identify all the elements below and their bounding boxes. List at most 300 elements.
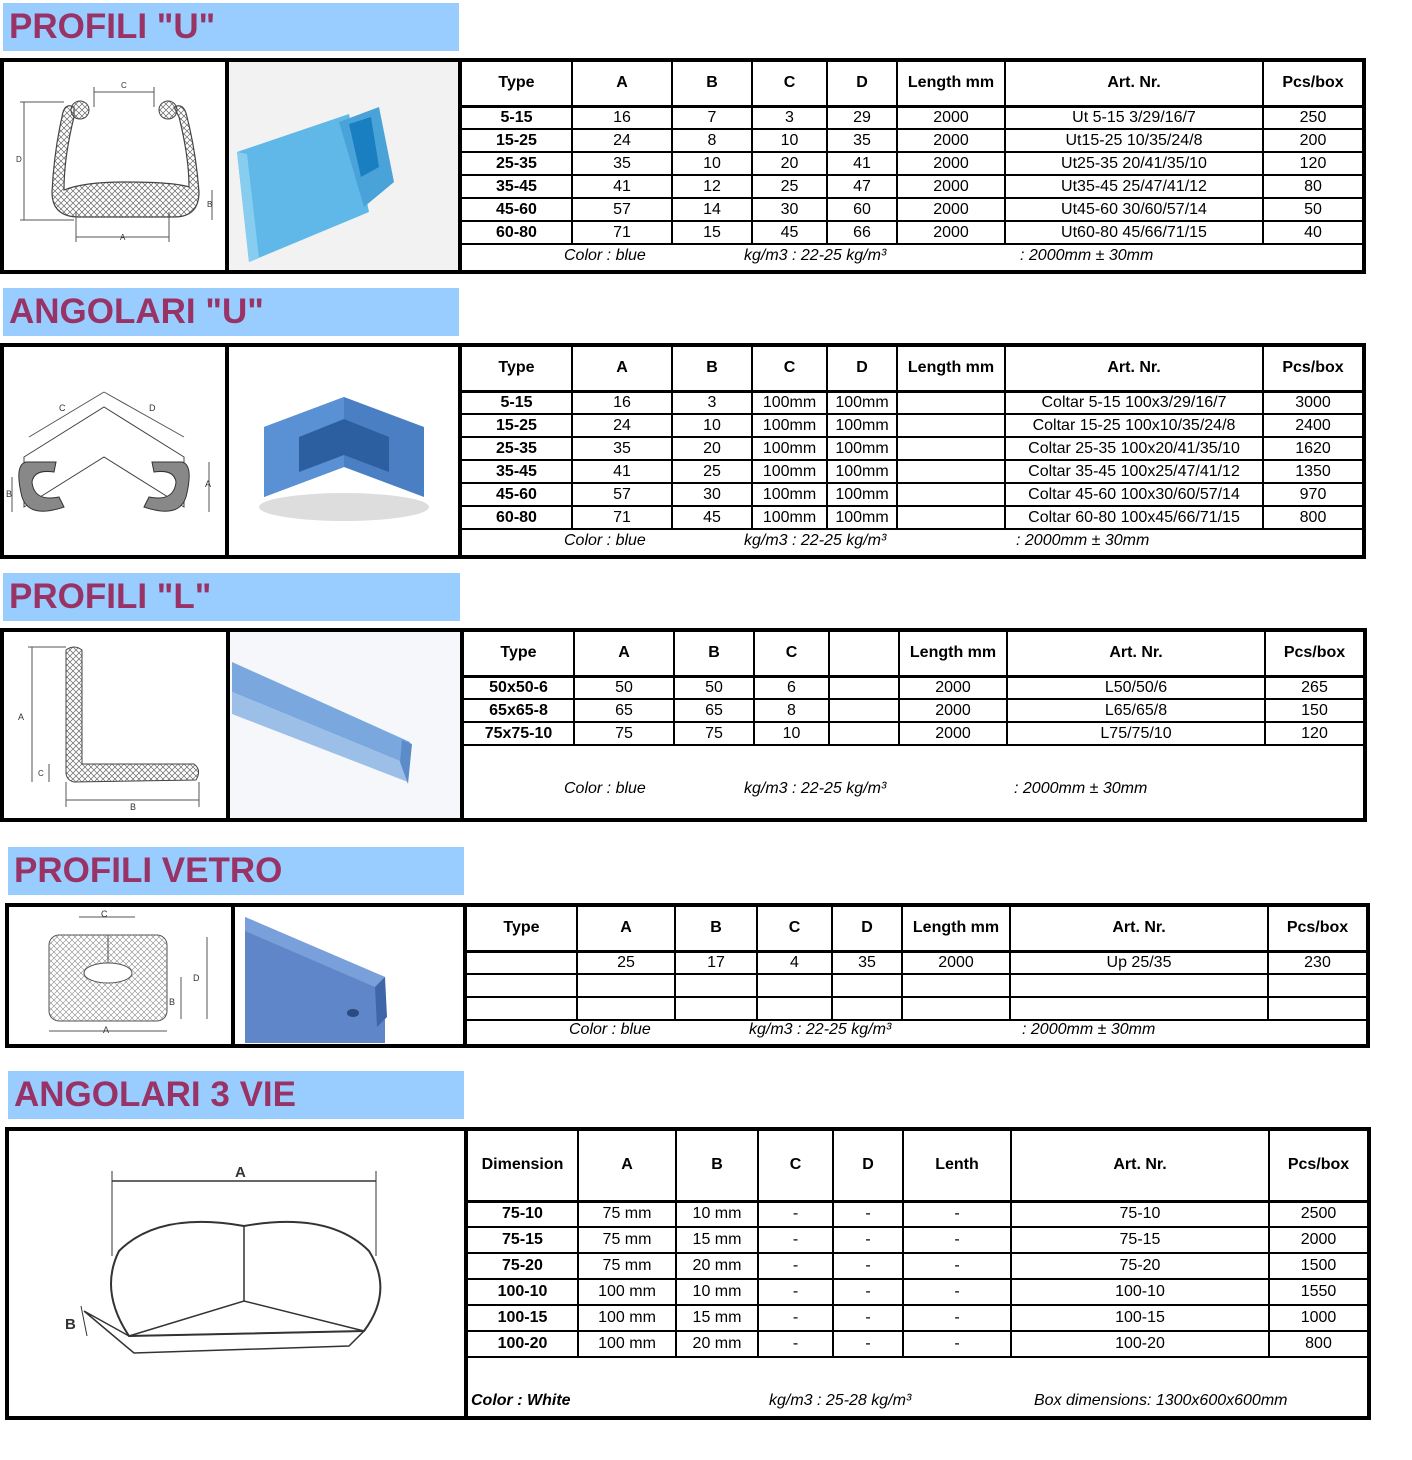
column-header: Art. Nr. — [1005, 347, 1263, 391]
table-cell — [897, 437, 1005, 460]
u-profile-photo — [229, 62, 458, 270]
type-cell: 45-60 — [462, 483, 572, 506]
table-cell: 25 — [577, 951, 675, 974]
table-cell: 800 — [1269, 1331, 1367, 1357]
table-row — [462, 152, 1362, 175]
table-row — [462, 175, 1362, 198]
section-title-profili-vetro: PROFILI VETRO — [8, 847, 464, 895]
diagram-label: B — [6, 489, 13, 499]
diagram-label: B — [65, 1316, 76, 1333]
table-cell: 50 — [1263, 198, 1362, 221]
table-row — [468, 1253, 1367, 1279]
column-header: Pcs/box — [1263, 347, 1362, 391]
spec-grid — [462, 62, 1362, 245]
table-cell — [897, 460, 1005, 483]
table-cell: 2000 — [897, 129, 1005, 152]
table-cell: 100-20 — [1011, 1331, 1269, 1357]
table-cell: 1620 — [1263, 437, 1362, 460]
table-cell: 66 — [827, 221, 897, 244]
table-cell — [897, 414, 1005, 437]
type-cell: 50x50-6 — [464, 676, 574, 699]
column-header: B — [672, 347, 752, 391]
table-row — [462, 129, 1362, 152]
column-header: A — [572, 347, 672, 391]
table-cell: Coltar 25-35 100x20/41/35/10 — [1005, 437, 1263, 460]
density-note: kg/m3 : 25-28 kg/m³ — [769, 1392, 912, 1409]
three-way-corner-diagram — [9, 1131, 464, 1416]
table-cell: 15 mm — [676, 1305, 758, 1331]
diagram-label: B — [207, 200, 213, 209]
table-cell: 100mm — [827, 506, 897, 529]
table-cell: 30 — [672, 483, 752, 506]
table-header-row — [464, 632, 1363, 676]
table-cell: 1550 — [1269, 1279, 1367, 1305]
table-cell: 100 mm — [578, 1305, 676, 1331]
product-photo-cell — [229, 347, 462, 555]
table-cell: 25 — [752, 175, 827, 198]
column-header: A — [577, 907, 675, 951]
table-cell: 1350 — [1263, 460, 1362, 483]
table-cell: 2000 — [897, 106, 1005, 129]
type-cell: 35-45 — [462, 460, 572, 483]
table-cell: 200 — [1263, 129, 1362, 152]
column-header: Type — [462, 347, 572, 391]
column-header: Length mm — [902, 907, 1010, 951]
diagram-label: D — [193, 973, 200, 983]
table-cell: Ut25-35 20/41/35/10 — [1005, 152, 1263, 175]
diagram-label: C — [101, 909, 108, 919]
table-cell: 29 — [827, 106, 897, 129]
column-header: Length mm — [899, 632, 1007, 676]
table-row — [467, 951, 1366, 974]
table-row — [467, 997, 1366, 1020]
spec-footer — [4, 533, 1362, 555]
table-cell: 2000 — [899, 676, 1007, 699]
column-header: C — [752, 62, 827, 106]
type-cell: 15-25 — [462, 129, 572, 152]
spec-table-angolari-3-vie — [468, 1131, 1367, 1416]
table-cell: 65 — [574, 699, 674, 722]
table-cell: 1000 — [1269, 1305, 1367, 1331]
table-cell: 24 — [572, 129, 672, 152]
table-cell: 45 — [752, 221, 827, 244]
table-cell: 2500 — [1269, 1201, 1367, 1227]
table-cell: 71 — [572, 506, 672, 529]
table-cell: 40 — [1263, 221, 1362, 244]
length-note: : 2000mm ± 30mm — [1022, 1021, 1156, 1038]
table-cell: Coltar 35-45 100x25/47/41/12 — [1005, 460, 1263, 483]
density-note: kg/m3 : 22-25 kg/m³ — [744, 532, 887, 549]
table-cell: Ut 5-15 3/29/16/7 — [1005, 106, 1263, 129]
table-cell: 16 — [572, 106, 672, 129]
table-cell: 100mm — [752, 391, 827, 414]
diagram-label: A — [18, 712, 25, 722]
spec-footer — [4, 778, 1363, 818]
diagram-cell — [9, 1131, 468, 1416]
table-row — [464, 722, 1363, 745]
u-profile-diagram — [4, 62, 225, 270]
column-header: A — [572, 62, 672, 106]
table-cell: 10 — [672, 414, 752, 437]
table-cell: 2000 — [899, 722, 1007, 745]
type-cell: 25-35 — [462, 437, 572, 460]
table-cell: 8 — [754, 699, 829, 722]
column-header: C — [758, 1131, 833, 1201]
table-row — [462, 437, 1362, 460]
column-header: B — [675, 907, 757, 951]
table-cell: 14 — [672, 198, 752, 221]
table-cell: 10 mm — [676, 1201, 758, 1227]
spec-footer — [9, 1394, 1367, 1416]
corner-u-photo — [229, 347, 458, 555]
table-cell: - — [758, 1253, 833, 1279]
table-cell: 17 — [675, 951, 757, 974]
table-cell — [1268, 974, 1366, 997]
table-cell — [675, 997, 757, 1020]
table-cell: - — [903, 1227, 1011, 1253]
table-cell — [902, 997, 1010, 1020]
table-cell: 8 — [672, 129, 752, 152]
table-cell: 20 — [672, 437, 752, 460]
section-angolari-3-vie — [5, 1127, 1371, 1420]
table-cell — [757, 974, 832, 997]
diagram-label: D — [149, 403, 156, 413]
table-cell: 10 — [672, 152, 752, 175]
table-cell — [1010, 974, 1268, 997]
table-cell: 265 — [1265, 676, 1363, 699]
table-cell: L75/75/10 — [1007, 722, 1265, 745]
type-cell: 100-20 — [468, 1331, 578, 1357]
table-row — [462, 460, 1362, 483]
table-cell: 3000 — [1263, 391, 1362, 414]
diagram-label: D — [16, 155, 22, 164]
table-cell — [829, 699, 899, 722]
type-cell: 75-10 — [468, 1201, 578, 1227]
table-row — [464, 699, 1363, 722]
table-cell — [897, 483, 1005, 506]
table-cell: 50 — [574, 676, 674, 699]
table-cell: 80 — [1263, 175, 1362, 198]
table-cell: 100mm — [827, 460, 897, 483]
table-cell: 100mm — [827, 437, 897, 460]
column-header: B — [676, 1131, 758, 1201]
column-header: Art. Nr. — [1005, 62, 1263, 106]
type-cell: 60-80 — [462, 506, 572, 529]
table-cell: 10 — [752, 129, 827, 152]
diagram-label: A — [120, 233, 126, 242]
table-cell: Ut35-45 25/47/41/12 — [1005, 175, 1263, 198]
type-cell — [467, 974, 577, 997]
type-cell: 75-15 — [468, 1227, 578, 1253]
table-cell: Ut60-80 45/66/71/15 — [1005, 221, 1263, 244]
type-cell: 5-15 — [462, 391, 572, 414]
table-cell: 60 — [827, 198, 897, 221]
table-header-row — [468, 1131, 1367, 1201]
table-cell: Ut45-60 30/60/57/14 — [1005, 198, 1263, 221]
table-cell: 2000 — [1269, 1227, 1367, 1253]
table-cell: 100 mm — [578, 1279, 676, 1305]
table-cell: 120 — [1263, 152, 1362, 175]
color-note: Color : blue — [569, 1021, 651, 1038]
section-profili-l — [0, 628, 1367, 822]
table-cell: - — [758, 1331, 833, 1357]
spec-table-profili-u — [462, 62, 1362, 270]
table-cell: Up 25/35 — [1010, 951, 1268, 974]
color-note: Color : White — [471, 1392, 571, 1409]
column-header: A — [574, 632, 674, 676]
type-cell: 100-10 — [468, 1279, 578, 1305]
table-cell: 1500 — [1269, 1253, 1367, 1279]
table-cell — [675, 974, 757, 997]
table-cell: 75 mm — [578, 1201, 676, 1227]
density-note: kg/m3 : 22-25 kg/m³ — [744, 780, 887, 797]
density-note: kg/m3 : 22-25 kg/m³ — [749, 1021, 892, 1038]
table-cell: 75 mm — [578, 1253, 676, 1279]
table-cell: 12 — [672, 175, 752, 198]
section-profili-vetro — [5, 903, 1370, 1048]
table-cell: Coltar 60-80 100x45/66/71/15 — [1005, 506, 1263, 529]
table-cell: 41 — [827, 152, 897, 175]
table-cell: 65 — [674, 699, 754, 722]
type-cell — [467, 951, 577, 974]
column-header: D — [833, 1131, 903, 1201]
table-cell: - — [758, 1305, 833, 1331]
table-cell — [1010, 997, 1268, 1020]
type-cell: 100-15 — [468, 1305, 578, 1331]
spec-table-angolari-u — [462, 347, 1362, 555]
table-cell: 7 — [672, 106, 752, 129]
table-cell: 100mm — [827, 483, 897, 506]
table-cell: - — [833, 1331, 903, 1357]
column-header: A — [578, 1131, 676, 1201]
table-cell: 57 — [572, 198, 672, 221]
column-header: Art. Nr. — [1010, 907, 1268, 951]
table-row — [464, 676, 1363, 699]
type-cell: 60-80 — [462, 221, 572, 244]
length-note: Box dimensions: 1300x600x600mm — [1034, 1392, 1288, 1409]
column-header: Length mm — [897, 62, 1005, 106]
diagram-label: A — [103, 1025, 110, 1035]
table-cell: 75 — [674, 722, 754, 745]
type-cell: 35-45 — [462, 175, 572, 198]
table-cell: 20 mm — [676, 1253, 758, 1279]
table-cell: 50 — [674, 676, 754, 699]
table-cell — [897, 506, 1005, 529]
section-title-profili-u: PROFILI "U" — [3, 3, 459, 51]
table-cell: 57 — [572, 483, 672, 506]
table-cell: 75-10 — [1011, 1201, 1269, 1227]
type-cell: 15-25 — [462, 414, 572, 437]
table-header-row — [462, 347, 1362, 391]
type-cell: 75x75-10 — [464, 722, 574, 745]
spec-grid — [462, 347, 1362, 530]
type-cell: 5-15 — [462, 106, 572, 129]
table-cell: L65/65/8 — [1007, 699, 1265, 722]
table-cell: 100 mm — [578, 1331, 676, 1357]
table-cell: 10 mm — [676, 1279, 758, 1305]
table-cell: - — [903, 1331, 1011, 1357]
diagram-label: C — [121, 81, 127, 90]
table-cell: 100mm — [827, 414, 897, 437]
table-row — [462, 221, 1362, 244]
column-header: Dimension — [468, 1131, 578, 1201]
table-cell: 100mm — [752, 506, 827, 529]
table-cell: 15 — [672, 221, 752, 244]
table-cell: 150 — [1265, 699, 1363, 722]
table-cell: 100mm — [752, 483, 827, 506]
table-cell: 35 — [832, 951, 902, 974]
table-row — [467, 974, 1366, 997]
section-title-angolari-3-vie: ANGOLARI 3 VIE — [8, 1071, 464, 1119]
column-header: B — [672, 62, 752, 106]
table-cell — [577, 974, 675, 997]
column-header: D — [832, 907, 902, 951]
table-cell: 10 — [754, 722, 829, 745]
table-header-row — [462, 62, 1362, 106]
table-row — [468, 1279, 1367, 1305]
table-cell: 230 — [1268, 951, 1366, 974]
type-cell: 45-60 — [462, 198, 572, 221]
column-header: Pcs/box — [1268, 907, 1366, 951]
column-header: B — [674, 632, 754, 676]
table-header-row — [467, 907, 1366, 951]
table-row — [462, 106, 1362, 129]
table-cell: 30 — [752, 198, 827, 221]
length-note: : 2000mm ± 30mm — [1014, 780, 1148, 797]
table-cell — [757, 997, 832, 1020]
table-cell: 3 — [672, 391, 752, 414]
table-cell: 100mm — [752, 437, 827, 460]
diagram-label: B — [169, 997, 176, 1007]
spec-footer — [4, 248, 1362, 270]
table-cell: - — [903, 1279, 1011, 1305]
table-cell: - — [758, 1279, 833, 1305]
table-row — [462, 483, 1362, 506]
diagram-label: A — [205, 479, 212, 489]
column-header: Pcs/box — [1265, 632, 1363, 676]
table-cell: 3 — [752, 106, 827, 129]
table-cell: 45 — [672, 506, 752, 529]
section-profili-u — [0, 58, 1366, 274]
table-cell: 970 — [1263, 483, 1362, 506]
table-cell: 100-15 — [1011, 1305, 1269, 1331]
table-cell: 100-10 — [1011, 1279, 1269, 1305]
table-cell: - — [833, 1253, 903, 1279]
table-cell: 100mm — [752, 414, 827, 437]
density-note: kg/m3 : 22-25 kg/m³ — [744, 247, 887, 264]
section-title-profili-l: PROFILI "L" — [3, 573, 460, 621]
diagram-label: B — [130, 802, 137, 812]
table-cell: 2000 — [897, 221, 1005, 244]
table-row — [468, 1305, 1367, 1331]
table-cell — [832, 974, 902, 997]
table-cell: 800 — [1263, 506, 1362, 529]
table-cell: 25 — [672, 460, 752, 483]
table-cell — [577, 997, 675, 1020]
column-header: C — [757, 907, 832, 951]
table-cell: - — [833, 1279, 903, 1305]
table-cell: 35 — [572, 437, 672, 460]
spec-grid — [464, 632, 1363, 746]
table-cell: - — [833, 1305, 903, 1331]
table-cell: Coltar 45-60 100x30/60/57/14 — [1005, 483, 1263, 506]
table-cell: 100mm — [752, 460, 827, 483]
type-cell: 65x65-8 — [464, 699, 574, 722]
table-cell: 120 — [1265, 722, 1363, 745]
column-header: Art. Nr. — [1011, 1131, 1269, 1201]
table-row — [468, 1201, 1367, 1227]
column-header: Type — [462, 62, 572, 106]
table-cell: - — [903, 1201, 1011, 1227]
column-header: C — [754, 632, 829, 676]
table-cell: 41 — [572, 175, 672, 198]
table-cell: 100mm — [827, 391, 897, 414]
length-note: : 2000mm ± 30mm — [1020, 247, 1154, 264]
column-header: Pcs/box — [1269, 1131, 1367, 1201]
table-cell — [832, 997, 902, 1020]
table-cell: 15 mm — [676, 1227, 758, 1253]
table-cell: Ut15-25 10/35/24/8 — [1005, 129, 1263, 152]
table-cell: 4 — [757, 951, 832, 974]
table-cell: - — [903, 1305, 1011, 1331]
type-cell: 75-20 — [468, 1253, 578, 1279]
table-cell: Coltar 15-25 100x10/35/24/8 — [1005, 414, 1263, 437]
table-cell: 75 — [574, 722, 674, 745]
table-cell: 75-20 — [1011, 1253, 1269, 1279]
table-cell: 2000 — [897, 175, 1005, 198]
spec-grid — [468, 1131, 1367, 1358]
column-header: Lenth — [903, 1131, 1011, 1201]
section-title-angolari-u: ANGOLARI "U" — [3, 288, 459, 336]
table-cell: L50/50/6 — [1007, 676, 1265, 699]
table-cell — [1268, 997, 1366, 1020]
diagram-cell — [4, 62, 229, 270]
section-angolari-u — [0, 343, 1366, 559]
table-row — [462, 391, 1362, 414]
table-cell: - — [903, 1253, 1011, 1279]
column-header: C — [752, 347, 827, 391]
table-cell: 75 mm — [578, 1227, 676, 1253]
column-header: D — [827, 62, 897, 106]
diagram-label: C — [38, 769, 44, 778]
diagram-cell — [4, 347, 229, 555]
table-cell: 2000 — [897, 152, 1005, 175]
diagram-label: C — [59, 403, 66, 413]
column-header: Length mm — [897, 347, 1005, 391]
type-cell — [467, 997, 577, 1020]
column-header: Type — [464, 632, 574, 676]
column-header: Pcs/box — [1263, 62, 1362, 106]
table-cell: 2000 — [902, 951, 1010, 974]
table-cell: 47 — [827, 175, 897, 198]
spec-grid — [467, 907, 1366, 1021]
column-header — [829, 632, 899, 676]
column-header: D — [827, 347, 897, 391]
table-cell: - — [758, 1227, 833, 1253]
table-cell: - — [758, 1201, 833, 1227]
table-cell: 16 — [572, 391, 672, 414]
table-cell — [829, 722, 899, 745]
table-cell: 71 — [572, 221, 672, 244]
column-header: Art. Nr. — [1007, 632, 1265, 676]
table-row — [462, 414, 1362, 437]
table-cell: Coltar 5-15 100x3/29/16/7 — [1005, 391, 1263, 414]
color-note: Color : blue — [564, 247, 646, 264]
color-note: Color : blue — [564, 780, 646, 797]
color-note: Color : blue — [564, 532, 646, 549]
table-cell: 2000 — [899, 699, 1007, 722]
type-cell: 25-35 — [462, 152, 572, 175]
